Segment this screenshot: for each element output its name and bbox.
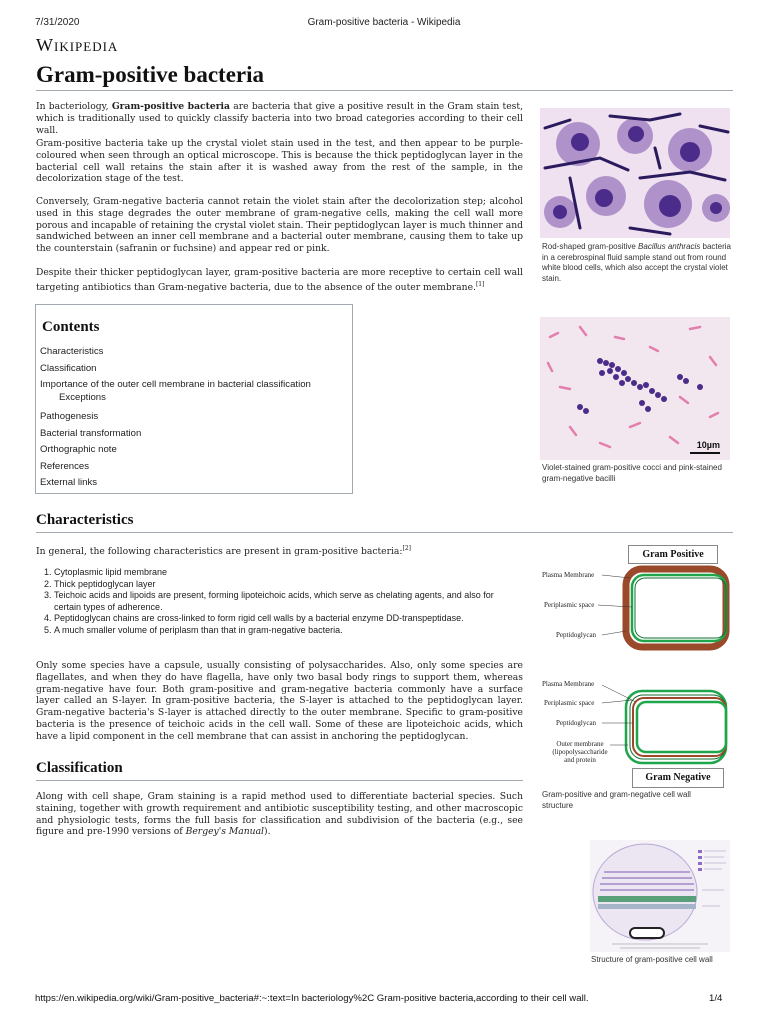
print-page-number: 1/4	[709, 993, 723, 1004]
print-url[interactable]: https://en.wikipedia.org/wiki/Gram-positive_bacteria#:~:text=In bacteriology%2C Gram-positive bacteria,according to their cell wall.	[35, 993, 589, 1004]
toc-item-references[interactable]: References	[40, 460, 90, 472]
characteristic-item: 1. Cytoplasmic lipid membrane	[54, 567, 516, 579]
characteristics-lead: In general, the following characteristics are present in gram-positive bacteria:[2]	[36, 545, 411, 558]
characteristics-list	[38, 567, 516, 637]
characteristics-paragraph: Only some species have a capsule, usually consisting of polysaccharides. Also, only some species are flagellates, and when they do have flagella, have only two basal body rings to support them, whereas gram-negative have four. Both gram-positive and gram-negative bacteria commonly have a surface layer called an S-layer. In gram-positive bacteria, the S-layer is attached to the peptidoglycan layer. Gram-negative bacteria's S-layer is attached directly to the outer membrane. Specific to gram-positive bacteria is the presence of teichoic acids in the cell wall. Some of these are lipoteichoic acids, which have a lipid component in the cell membrane that can assist in anchoring the peptidoglycan.	[36, 660, 523, 742]
label-periplasmic-space-neg: Periplasmic space	[544, 699, 595, 707]
gram-positive-title: Gram Positive	[628, 545, 718, 564]
scale-bar	[690, 452, 720, 454]
cell-wall-caption: Gram-positive and gram-negative cell wall structure	[542, 790, 691, 810]
characteristic-item: 5. A much smaller volume of periplasm than that in gram-negative bacteria.	[54, 625, 516, 637]
classification-rule	[36, 780, 523, 781]
bacillus-figure-caption: Rod-shaped gram-positive Bacillus anthracis bacteria in a cerebrospinal fluid sample stand out from round white blood cells, which also accept the crystal violet stain.	[542, 242, 731, 283]
characteristic-item: 2. Thick peptidoglycan layer	[54, 579, 516, 591]
toc-item-importance-outer-membrane[interactable]: Importance of the outer cell membrane in bacterial classification	[40, 379, 311, 390]
classification-heading: Classification	[36, 760, 123, 776]
print-page-title: Gram-positive bacteria - Wikipedia	[307, 17, 461, 28]
toc-item-external-links[interactable]: External links	[40, 477, 98, 488]
toc-item-orthographic-note[interactable]: Orthographic note	[40, 444, 117, 455]
characteristic-item: 4. Peptidoglycan chains are cross-linked to form rigid cell walls by a bacterial enzyme DD-transpeptidase.	[54, 613, 516, 625]
gram-stain-caption: Violet-stained gram-positive cocci and pink-stained gram-negative bacilli	[542, 463, 722, 483]
label-outer-membrane: Outer membrane (lipopolysaccharide and protein	[552, 740, 608, 764]
title-rule	[36, 90, 733, 91]
cell-wall-diagram[interactable]	[540, 545, 730, 790]
toc-item-exceptions[interactable]: Exceptions	[59, 392, 106, 403]
wall-structure-caption: Structure of gram-positive cell wall	[591, 955, 713, 964]
table-of-contents	[35, 304, 353, 494]
toc-item-pathogenesis[interactable]: Pathogenesis	[40, 411, 99, 422]
characteristics-rule	[36, 532, 733, 533]
label-peptidoglycan-neg: Peptidoglycan	[556, 719, 597, 727]
page-title: Gram-positive bacteria	[36, 62, 265, 87]
intro-paragraph-1: In bacteriology, Gram-positive bacteria are bacteria that give a positive result in the Gram stain test, which is traditionally used to quickly classify bacteria into two broad categories according to their cell wall.	[36, 101, 524, 136]
scale-bar-label: 10µm	[696, 440, 720, 450]
gram-stain-micrograph[interactable]	[540, 317, 730, 460]
gram-negative-title: Gram Negative	[632, 768, 724, 788]
label-plasma-membrane-neg: Plasma Membrane	[542, 680, 595, 688]
toc-item-bacterial-transformation[interactable]: Bacterial transformation	[40, 427, 142, 439]
intro-paragraph-2: Gram-positive bacteria take up the crystal violet stain used in the test, and then appear to be purple-coloured when seen through an optical microscope. This is because the thick peptidoglycan layer in the bacterial cell wall retains the stain after it is washed away from the rest of the sample, in the decolorization stage of the test.	[36, 138, 523, 185]
label-peptidoglycan: Peptidoglycan	[556, 631, 597, 639]
print-date: 7/31/2020	[35, 17, 80, 28]
bacillus-anthracis-micrograph[interactable]	[540, 108, 730, 238]
intro-paragraph-4: Despite their thicker peptidoglycan layer, gram-positive bacteria are more receptive to certain cell wall targeting antibiotics than Gram-negative bacteria, due to the absence of the outer membrane.[1]	[36, 267, 523, 293]
wikipedia-logo[interactable]: Wikipedia	[36, 35, 119, 55]
characteristic-item: 3. Teichoic acids and lipoids are present, forming lipoteichoic acids, which serve as chelating agents, and also for certain types of adherence.	[54, 590, 516, 613]
label-plasma-membrane: Plasma Membrane	[542, 571, 595, 579]
toc-list	[40, 344, 311, 492]
toc-title: Contents	[42, 319, 100, 335]
characteristics-heading: Characteristics	[36, 512, 134, 528]
toc-item-classification[interactable]: Classification	[40, 362, 97, 374]
toc-item-characteristics[interactable]: Characteristics	[40, 346, 104, 357]
gram-positive-wall-structure-image[interactable]	[590, 840, 730, 952]
intro-paragraph-3: Conversely, Gram-negative bacteria cannot retain the violet stain after the decolorization step; alcohol used in this stage degrades the outer membrane of gram-negative cells, making the cell wall more porous and incapable of retaining the crystal violet stain. Their peptidoglycan layer is much thinner and sandwiched between an inner cell membrane and a bacterial outer membrane, causing them to take up the counterstain (safranin or fuchsine) and appear red or pink.	[36, 196, 523, 255]
classification-paragraph: Along with cell shape, Gram staining is a rapid method used to differentiate bacterial species. Such staining, together with growth requirement and antibiotic susceptibility testing, and other macroscopic and physiologic tests, forms the full basis for classification and subdivision of the bacteria (e.g., see figure and pre-1990 versions of Bergey's Manual).	[36, 791, 523, 838]
label-periplasmic-space: Periplasmic space	[544, 601, 595, 609]
